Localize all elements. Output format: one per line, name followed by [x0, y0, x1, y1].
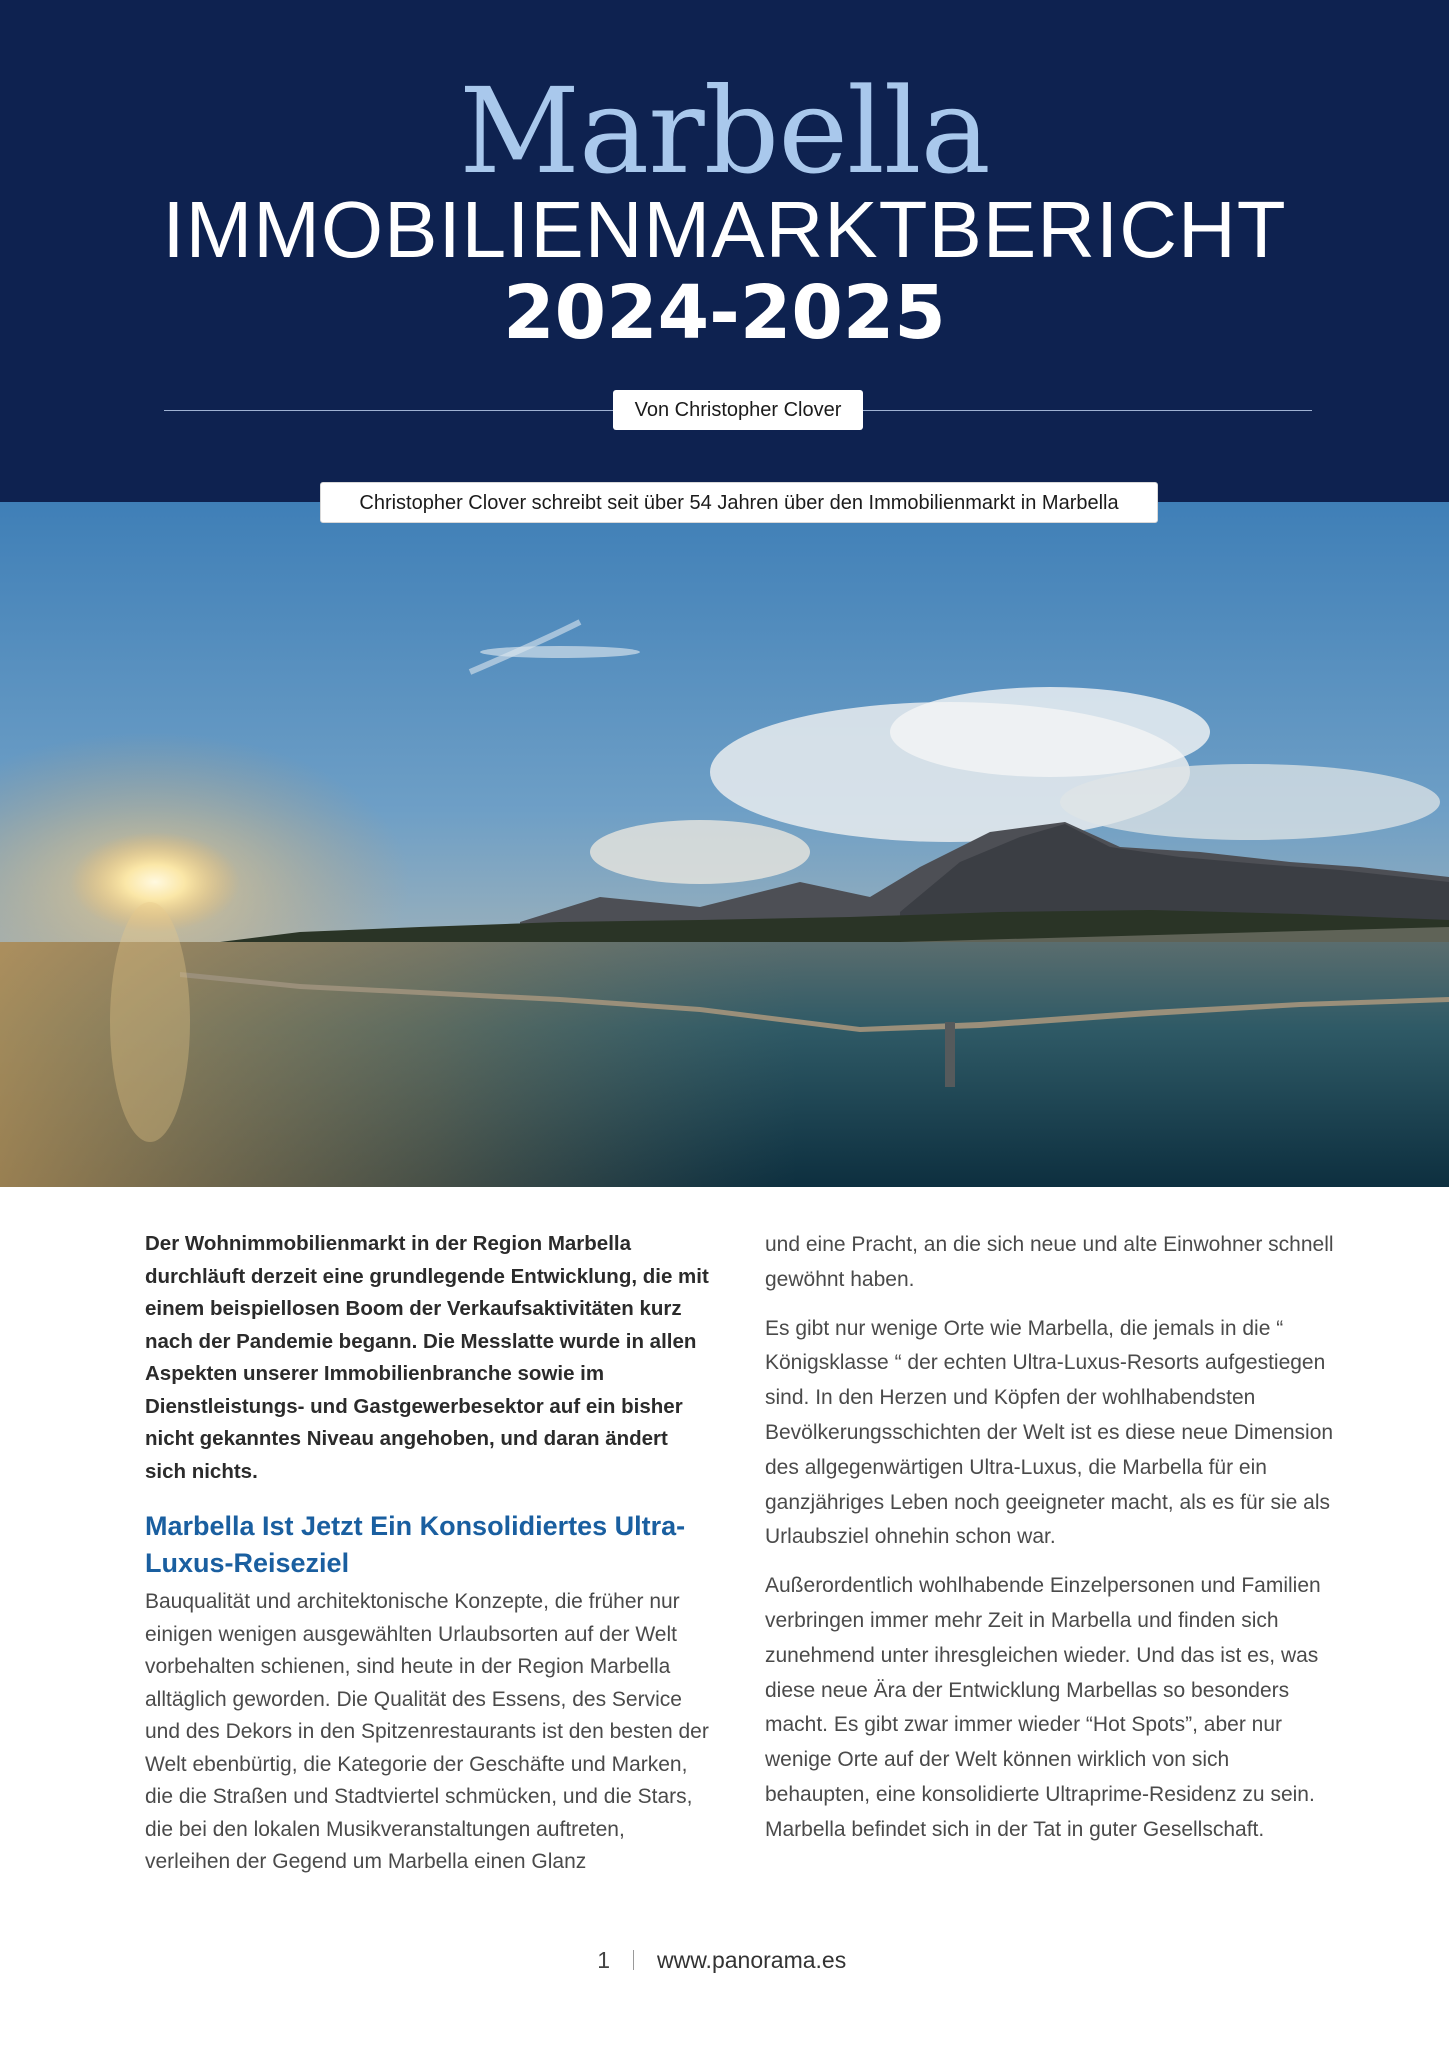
- page-footer: [0, 1942, 1449, 1978]
- title-report: IMMOBILIENMARKTBERICHT: [162, 185, 1287, 274]
- marbella-coast-photo: [0, 502, 1449, 1187]
- paragraph-1: Bauqualität und architektonische Konzepte, die früher nur einigen wenigen ausgewählten Urlaubsorten auf der Welt vorbehalten schienen, sind heute in der Region Marbella alltäglich geworden. Die Qualität des Essens, des Service und des Dekors in den Spitzenrestaurants ist den besten der Welt ebenbürtig, die Kategorie der Geschäfte und Marken, die die Straßen und Stadtviertel schmücken, und die Stars, die bei den lokalen Musikveranstaltungen auftreten, verleihen der Gegend um Marbella einen Glanz: [145, 1590, 709, 1873]
- column-left: [145, 1228, 713, 1879]
- tagline-badge: Christopher Clover schreibt seit über 54 Jahren über den Immobilienmarkt in Marbella: [320, 482, 1158, 523]
- author-badge: Von Christopher Clover: [613, 390, 863, 430]
- divider-right: [862, 410, 1312, 411]
- title-year: 2024-2025: [503, 270, 946, 356]
- paragraph-4: Außerordentlich wohlhabende Einzelpersonen und Familien verbringen immer mehr Zeit in Marbella und finden sich zunehmend unter ihresgleichen wieder. Und das ist es, was diese neue Ära der Entwicklung Marbellas so besonders macht. Es gibt zwar immer wieder “Hot Spots”, aber nur wenige Orte auf der Welt können wirklich von sich behaupten, eine konsolidierte Ultraprime-Residenz zu sein. Marbella befindet sich in der Tat in guter Gesellschaft.: [765, 1574, 1321, 1841]
- column-right: [765, 1228, 1335, 1862]
- website-link[interactable]: www.panorama.es: [657, 1947, 847, 1973]
- footer-separator: [633, 1950, 634, 1970]
- paragraph-3: Es gibt nur wenige Orte wie Marbella, die jemals in die “ Königsklasse “ der echten Ultra-Luxus-Resorts aufgestiegen sind. In den Herzen und Köpfen der wohlhabendsten Bevölkerungsschichten der Welt ist es diese neue Dimension des allgegenwärtigen Ultra-Luxus, die Marbella für ein ganzjähriges Leben noch geeigneter macht, als es für sie als Urlaubsziel ohnehin schon war.: [765, 1316, 1334, 1549]
- paragraph-2: und eine Pracht, an die sich neue und alte Einwohner schnell gewöhnt haben.: [765, 1233, 1334, 1291]
- page-number: 1: [597, 1947, 610, 1973]
- lead-paragraph: Der Wohnimmobilienmarkt in der Region Marbella durchläuft derzeit eine grundlegende Entwicklung, die mit einem beispiellosen Boom der Verkaufsaktivitäten kurz nach der Pandemie begann. Die Messlatte wurde in allen Aspekten unserer Immobilienbranche sowie im Dienstleistungs- und Gastgewerbesektor auf ein bisher nicht gekanntes Niveau angehoben, und daran ändert sich nichts.: [145, 1232, 709, 1483]
- section-heading: Marbella Ist Jetzt Ein Konsolidiertes Ultra-Luxus-Reiseziel: [145, 1511, 686, 1578]
- title-city: Marbella: [459, 62, 990, 200]
- divider-left: [164, 410, 614, 411]
- header-banner: [0, 0, 1449, 502]
